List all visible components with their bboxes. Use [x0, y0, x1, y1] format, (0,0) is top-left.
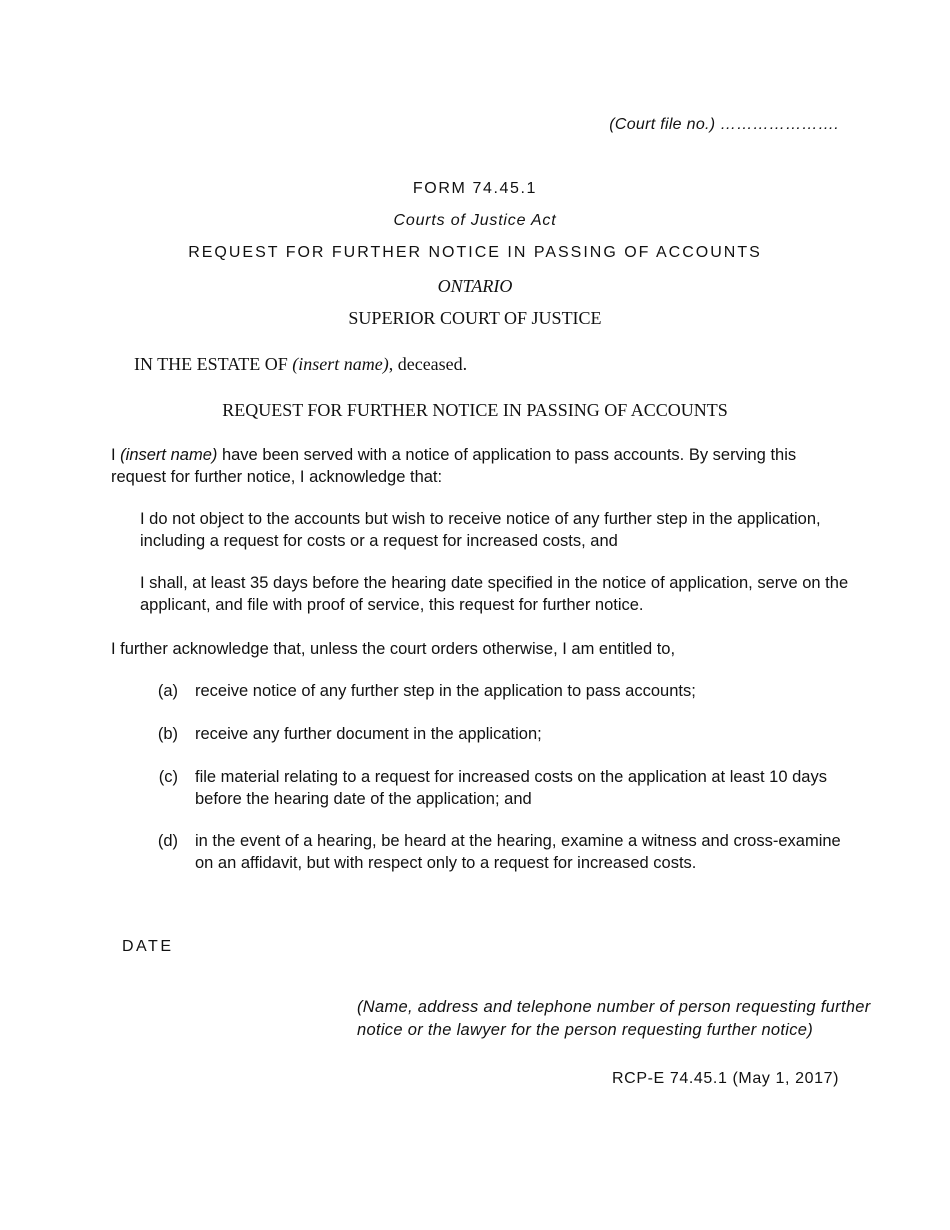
intro-name-placeholder: (insert name) [120, 446, 218, 464]
entitlement-text: file material relating to a request for increased costs on the application at least 10 days before the hearing date of the application; and [195, 768, 827, 808]
form-code: RCP-E 74.45.1 (May 1, 2017) [612, 1070, 839, 1087]
intro-text: have been served with a notice of application to pass accounts. By serving this request for further notice, I acknowledge that: [111, 446, 797, 486]
section-heading: REQUEST FOR FURTHER NOTICE IN PASSING OF ACCOUNTS [222, 400, 728, 420]
court-name: SUPERIOR COURT OF JUSTICE [348, 308, 602, 328]
intro-paragraph [111, 444, 831, 488]
province: ONTARIO [437, 276, 513, 296]
further-acknowledgement: I further acknowledge that, unless the court orders otherwise, I am entitled to, [111, 640, 676, 658]
estate-suffix: , deceased. [388, 354, 468, 374]
entitlement-text: receive any further document in the application; [195, 725, 542, 743]
court-file-number: (Court file no.) …………………. [609, 116, 839, 133]
signature-note: (Name, address and telephone number of person requesting further notice or the lawyer for the person requesting further notice) [357, 998, 871, 1039]
form-number: FORM 74.45.1 [412, 180, 538, 197]
acknowledgement-service: I shall, at least 35 days before the hearing date specified in the notice of application, serve on the applicant, and file with proof of service, this request for further notice. [140, 574, 849, 614]
entitlement-marker: (a) [157, 682, 178, 700]
entitlement-text: in the event of a hearing, be heard at the hearing, examine a witness and cross-examine on an affidavit, but with respect only to a request for increased costs. [195, 832, 841, 872]
date-label: DATE [122, 938, 174, 955]
act-name: Courts of Justice Act [393, 212, 557, 229]
form-title: REQUEST FOR FURTHER NOTICE IN PASSING OF ACCOUNTS [188, 244, 762, 261]
estate-prefix: IN THE ESTATE OF [134, 354, 293, 374]
estate-name-placeholder: (insert name) [292, 354, 389, 374]
entitlement-text: receive notice of any further step in the application to pass accounts; [195, 682, 696, 700]
intro-prefix: I [111, 446, 121, 464]
entitlement-marker: (b) [157, 725, 178, 743]
acknowledgement-no-objection: I do not object to the accounts but wish to receive notice of any further step in the application, including a request for costs or a request for increased costs, and [140, 510, 821, 550]
estate-line [134, 354, 467, 375]
entitlement-marker: (d) [157, 832, 178, 850]
entitlement-marker: (c) [158, 768, 178, 786]
